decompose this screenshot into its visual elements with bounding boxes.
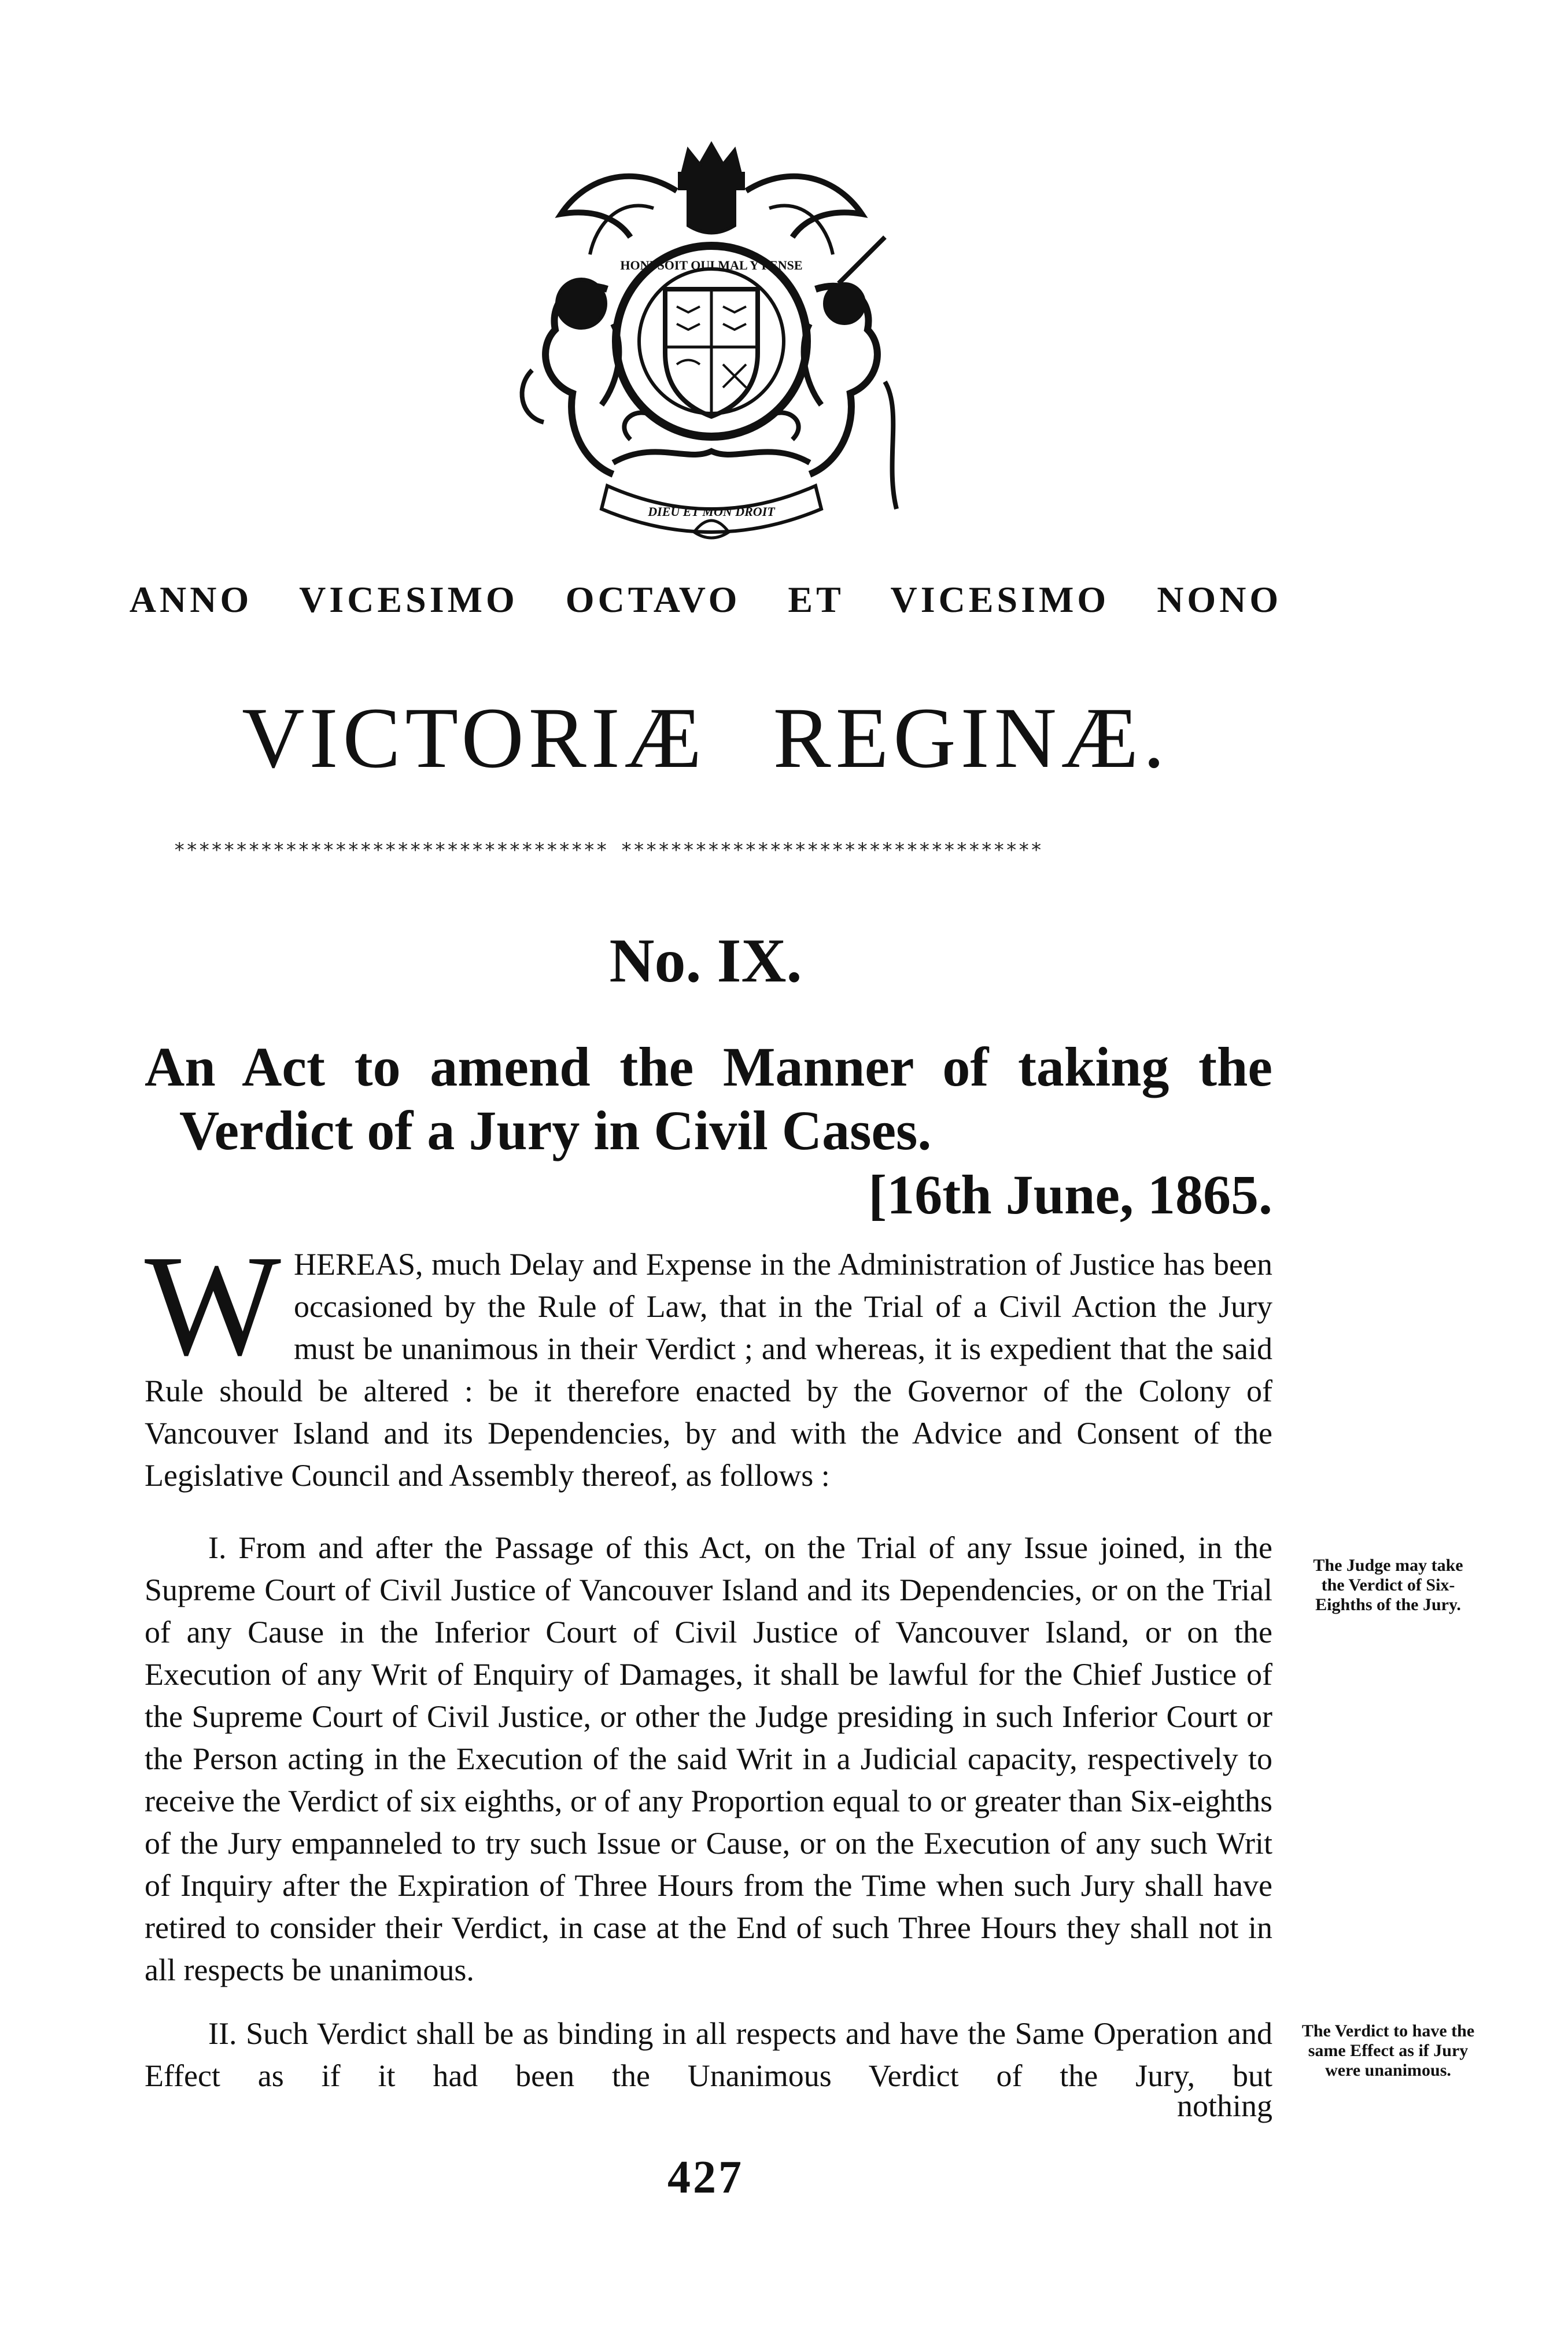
act-date: [16th June, 1865.: [868, 1164, 1272, 1226]
royal-coat-of-arms: [480, 139, 943, 555]
margin-note-section-2: The Verdict to have the same Effect as if Jury were unanimous.: [1301, 2021, 1475, 2080]
section-2: [145, 2013, 1272, 2097]
ornamental-divider: *********************************** **********************************: [174, 839, 1043, 862]
regnal-year-heading: ANNO VICESIMO OCTAVO ET VICESIMO NONO: [129, 579, 1282, 620]
section-2-text: II. Such Verdict shall be as binding in all respects and have the Same Operation and Effect as if it had been the Unanimous Verdict of the Jury, but: [145, 2016, 1272, 2093]
section-1: [145, 1527, 1272, 1991]
drop-cap: W: [145, 1226, 281, 1386]
act-title-line-2: Verdict of a Jury in Civil Cases.: [179, 1099, 932, 1161]
catchword: nothing: [1176, 2088, 1272, 2123]
section-1-text: I. From and after the Passage of this Act, on the Trial of any Issue joined, in the Supreme Court of Civil Justice of Vancouver Island and its Dependencies, or on the Trial of any Cause in the Inferior Court of Civil Justice of Vancouver Island, or on the Execution of any Writ of Enquiry of Damages, it shall be lawful for the Chief Justice of the Supreme Court of Civil Justice, or other the Judge presiding in such Inferior Court or the Person acting in the Execution of the said Writ in a Judicial capacity, respectively to receive the Verdict of six eighths, or of any Proportion equal to or greater than Six-eighths of the Jury empanneled to try such Issue or Cause, or on the Execution of any such Writ of Inquiry after the Expiration of Three Hours from the Time when such Jury shall have retired to consider their Verdict, in case at the End of such Three Hours they shall not in all respects be unanimous.: [145, 1530, 1272, 1987]
page-number: 427: [667, 2152, 744, 2203]
act-title: [145, 1035, 1272, 1163]
act-number: No. IX.: [609, 927, 802, 995]
preamble: [145, 1226, 1272, 1497]
scroll-motto: DIEU ET MON DROIT: [648, 504, 775, 519]
monarch-heading: VICTORIÆ REGINÆ.: [242, 690, 1169, 786]
margin-note-section-1: The Judge may take the Verdict of Six-Eighths of the Jury.: [1313, 1556, 1463, 1614]
coat-of-arms-icon: [480, 139, 943, 555]
garter-motto: HONI SOIT QUI MAL Y PENSE: [620, 258, 803, 272]
act-title-line-1: An Act to amend the Manner of taking the: [145, 1036, 1272, 1098]
preamble-text: HEREAS, much Delay and Expense in the Administration of Justice has been occasioned by the Rule of Law, that in the Trial of a Civil Action the Jury must be unanimous in their Verdict ; and whereas, it is expedient that the said Rule should be altered : be it therefore enacted by the Governor of the Colony of Vancouver Island and its Dependencies, by and with the Advice and Consent of the Legislative Council and Assembly thereof, as follows :: [145, 1247, 1272, 1493]
